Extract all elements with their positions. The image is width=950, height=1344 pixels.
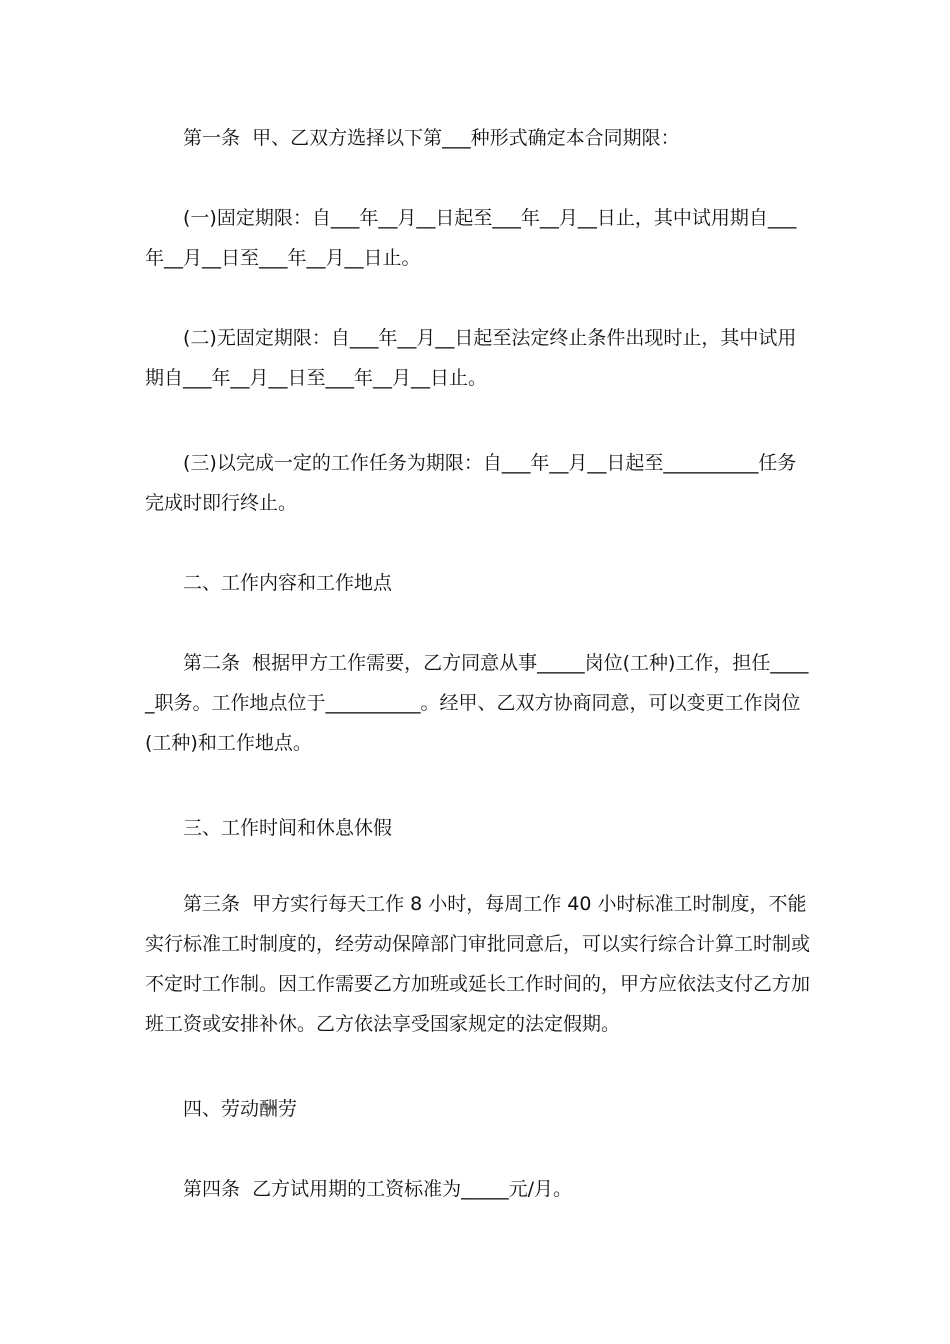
article-4-text: 第四条 乙方试用期的工资标准为_____元/月。: [183, 1178, 572, 1200]
article-1-text: 第一条 甲、乙双方选择以下第___种形式确定本合同期限：: [183, 127, 680, 149]
article-1-option-fixed-term: (一)固定期限：自___年__月__日起至___年__月__日止，其中试用期自___年__月__日至___年__月__日止。: [145, 207, 797, 269]
article-2-text: 第二条 根据甲方工作需要，乙方同意从事_____岗位(工种)工作，担任_____职务。工作地点位于__________。经甲、乙双方协商同意，可以变更工作岗位(工种)和工作地点。: [145, 652, 809, 754]
article-3-text: 第三条 甲方实行每天工作 8 小时，每周工作 40 小时标准工时制度，不能实行标准工时制度的，经劳动保障部门审批同意后，可以实行综合计算工时制或不定时工作制。因工作需要乙方加班或延长工作时间的，甲方应依法支付乙方加班工资或安排补休。乙方依法享受国家规定的法定假期。: [145, 893, 811, 1035]
article-1-option-open-term: (二)无固定期限：自___年__月__日起至法定终止条件出现时止，其中试用期自___年__月__日至___年__月__日止。: [145, 327, 797, 389]
section-3-heading: 三、工作时间和休息休假: [183, 817, 393, 839]
article-1-option-task-term: (三)以完成一定的工作任务为期限：自___年__月__日起至__________任务完成时即行终止。: [145, 452, 797, 514]
section-2-heading: 二、工作内容和工作地点: [183, 572, 393, 594]
section-4-heading: 四、劳动酬劳: [183, 1098, 298, 1120]
